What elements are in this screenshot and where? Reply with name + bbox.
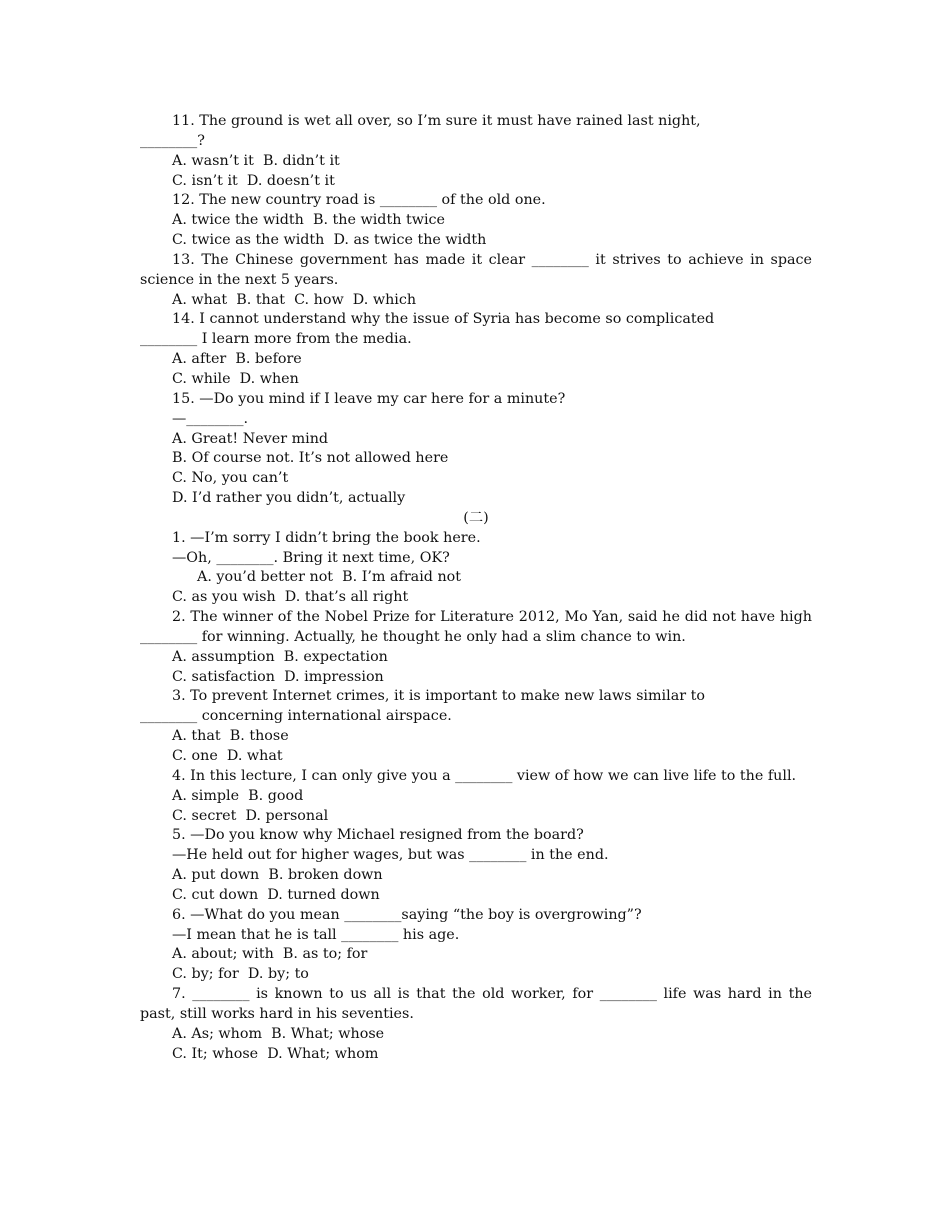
question-12-options-ab: A. twice the width B. the width twice — [172, 212, 445, 229]
question-15-option-d: D. I’d rather you didn’t, actually — [172, 490, 406, 507]
question-1-options-ab: A. you’d better not B. I’m afraid not — [197, 569, 462, 586]
question-4-options-cd: C. secret D. personal — [172, 807, 329, 824]
question-12-stem: 12. The new country road is ________ of the old one. — [172, 192, 546, 209]
question-14-options-cd: C. while D. when — [172, 370, 299, 387]
question-3-stem: 3. To prevent Internet crimes, it is important to make new laws similar to — [172, 688, 705, 705]
question-3-stem-cont: ________ concerning international airspace. — [140, 708, 452, 725]
question-5-options-cd: C. cut down D. turned down — [172, 886, 380, 903]
question-6-stem: 6. —What do you mean ________saying “the boy is overgrowing”? — [172, 906, 642, 923]
question-15-option-c: C. No, you can’t — [172, 470, 289, 487]
question-7-stem: 7. ________ is known to us all is that the old worker, for ________ life was hard in the past, still works hard in his seventies. — [140, 986, 812, 1022]
question-6-options-ab: A. about; with B. as to; for — [172, 946, 368, 963]
question-13-options: A. what B. that C. how D. which — [172, 291, 417, 308]
question-3-options-cd: C. one D. what — [172, 748, 283, 764]
question-5-reply: —He held out for higher wages, but was ________ in the end. — [172, 847, 609, 864]
question-2-stem: 2. The winner of the Nobel Prize for Literature 2012, Mo Yan, said he did not have high ________ for winning. Actually, he thought he only had a slim chance to win. — [140, 609, 812, 645]
question-6-options-cd: C. by; for D. by; to — [172, 966, 309, 983]
question-1-stem: 1. —I’m sorry I didn’t bring the book here. — [172, 529, 481, 546]
question-14-stem-cont: ________ I learn more from the media. — [140, 331, 412, 348]
question-15-stem: 15. —Do you mind if I leave my car here for a minute? — [172, 390, 566, 407]
question-15-option-b: B. Of course not. It’s not allowed here — [172, 450, 449, 467]
question-1-options-cd: C. as you wish D. that’s all right — [172, 589, 409, 606]
question-12-options-cd: C. twice as the width D. as twice the width — [172, 232, 487, 249]
question-6-reply: —I mean that he is tall ________ his age. — [172, 926, 460, 943]
question-3-options-ab: A. that B. those — [172, 728, 289, 745]
question-13-stem: 13. The Chinese government has made it clear ________ it strives to achieve in space science in the next 5 years. — [140, 251, 812, 288]
question-7-options-ab: A. As; whom B. What; whose — [172, 1025, 385, 1042]
question-11-blank: ________? — [140, 132, 205, 149]
section-heading: (二) — [463, 509, 489, 526]
question-5-options-ab: A. put down B. broken down — [172, 867, 383, 884]
question-2-options-ab: A. assumption B. expectation — [172, 648, 388, 665]
question-7-options-cd: C. It; whose D. What; whom — [172, 1045, 379, 1062]
question-14-stem: 14. I cannot understand why the issue of Syria has become so complicated — [172, 311, 715, 328]
question-5-stem: 5. —Do you know why Michael resigned from the board? — [172, 827, 584, 844]
worksheet-page — [140, 112, 812, 1065]
question-4-stem: 4. In this lecture, I can only give you a ________ view of how we can live life to the full. — [172, 767, 797, 784]
question-1-reply: —Oh, ________. Bring it next time, OK? — [172, 549, 450, 566]
question-11-options-ab: A. wasn’t it B. didn’t it — [172, 152, 340, 169]
question-11-stem: 11. The ground is wet all over, so I’m sure it must have rained last night, — [172, 113, 701, 129]
question-11-options-cd: C. isn’t it D. doesn’t it — [172, 172, 335, 189]
question-15-option-a: A. Great! Never mind — [172, 430, 329, 447]
question-2-options-cd: C. satisfaction D. impression — [172, 668, 384, 685]
question-14-options-ab: A. after B. before — [172, 351, 302, 368]
question-15-reply: —________. — [172, 410, 249, 427]
question-4-options-ab: A. simple B. good — [172, 787, 304, 804]
